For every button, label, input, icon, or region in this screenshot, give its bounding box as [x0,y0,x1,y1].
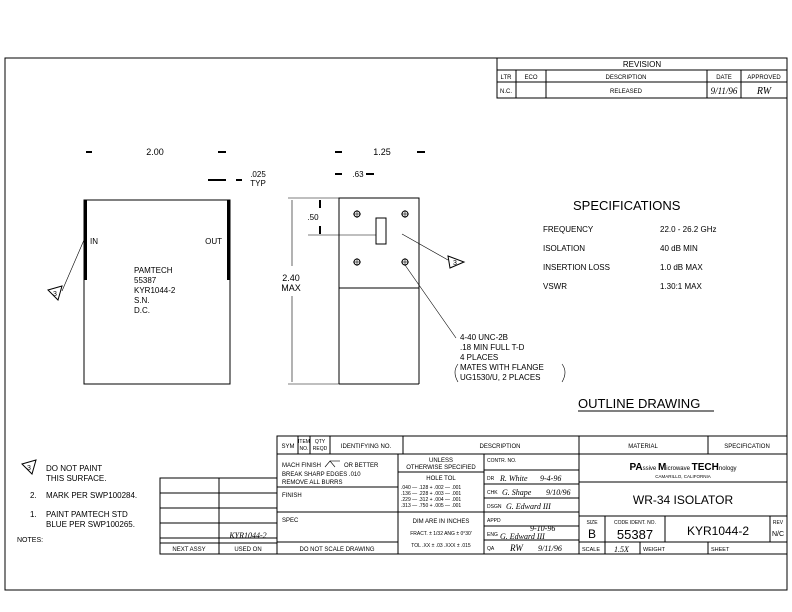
callout-line-1: 4-40 UNC-2B [460,333,509,342]
signoff-chk [487,488,570,497]
flange-strip-right [227,200,230,280]
svg-text:G. Edward III: G. Edward III [506,502,551,511]
callout-line-5: UG1530/U, 2 PLACES [460,373,541,382]
fract-tol: FRACT. ± 1/32 ANG ± 0°30' [410,531,472,537]
marking-line-5: D.C. [134,306,150,315]
svg-text:9/11/96: 9/11/96 [538,544,562,553]
dim-1-25: 1.25 [373,147,391,157]
flange-strip-left [84,200,87,280]
rev-header-ltr: LTR [500,75,512,81]
hole-tol-row-1: .040 — .128 + .002 — .001 [401,485,462,491]
rev-row-description: RELEASED [609,89,643,95]
revision-title: REVISION [622,60,662,69]
spec-title: SPECIFICATIONS [573,198,681,213]
dim-025: .025 [250,170,266,179]
unless: UNLESS [428,458,454,464]
note-1-line-1: PAINT PAMTECH STD [46,510,128,519]
end-view [281,147,565,384]
size-value: B [587,527,597,541]
code-ident-value: 55387 [616,527,654,542]
hdr-identifying-no: IDENTIFYING NO. [340,444,392,450]
signoff-appd [487,518,501,524]
specifications [543,198,716,291]
do-not-scale: DO NOT SCALE DRAWING [299,547,375,553]
rev-header-eco: ECO [524,75,538,81]
svg-text:CHK: CHK [487,490,498,496]
dim-2-00: 2.00 [146,147,164,157]
title-block [160,436,787,554]
dim-max: MAX [281,283,301,293]
dim-inches: DIM ARE IN INCHES [412,519,470,525]
label-out: OUT [205,237,222,246]
weight-label: WEIGHT [643,547,665,553]
label-in: IN [90,237,98,246]
break-edges: BREAK SHARP EDGES .010 [282,472,361,478]
next-assy-label: NEXT ASSY [172,547,206,553]
rev-label: REV [772,520,784,526]
callout-line-3: 4 PLACES [460,353,499,362]
rev-header-approved: APPROVED [747,75,781,81]
spec-value-insertion-loss: 1.0 dB MAX [660,263,703,272]
dim-typ: TYP [250,179,266,188]
outline-drawing-title: OUTLINE DRAWING [578,396,701,411]
dim-50: .50 [307,213,319,222]
contr-no: CONTR. NO. [487,458,517,464]
hdr-specification: SPECIFICATION [724,444,770,450]
svg-text:ENG: ENG [487,532,498,538]
spec-value-frequency: 22.0 - 26.2 GHz [660,225,717,234]
signoff-dr [487,474,561,483]
hdr-sym: SYM [281,444,295,450]
scale-value: 1.5X [614,545,629,554]
remove-burrs: REMOVE ALL BURRS [282,480,343,486]
finish-label: FINISH [282,493,302,499]
marking-line-4: S.N. [134,296,150,305]
company-name: PAssive Microwave TECHnology [629,462,737,473]
signoff-eng [487,524,555,541]
svg-text:G. Edward III: G. Edward III [500,532,545,541]
used-on-label: USED ON [234,547,262,553]
rev-value: N/C [771,531,785,538]
spec-label: SPEC [282,518,299,524]
notes-label: NOTES: [17,537,44,544]
svg-text:R. White: R. White [500,474,528,483]
svg-text:3: 3 [27,465,31,472]
size-label: SIZE [586,520,598,526]
svg-text:9-4-96: 9-4-96 [540,474,562,483]
callout-line-4: MATES WITH FLANGE [460,363,544,372]
svg-text:9/10/96: 9/10/96 [546,488,571,497]
note-3-line-1: DO NOT PAINT [46,464,103,473]
hole-tol-row-3: .229 — .312 + .004 — .001 [401,497,462,503]
svg-text:DR: DR [487,476,495,482]
hole-tol-row-2: .136 — .228 + .003 — .001 [401,491,462,497]
spec-value-isolation: 40 dB MIN [660,244,698,253]
rev-row-ltr: N.C. [500,89,512,95]
code-ident-label: CODE IDENT. NO. [614,520,656,526]
rev-header-date: DATE [716,75,732,81]
note-3-line-2: THIS SURFACE. [46,474,107,483]
svg-text:NO.: NO. [299,446,309,452]
marking-line-3: KYR1044-2 [134,286,176,295]
or-better: OR BETTER [344,463,379,469]
revision-block [497,58,787,98]
hole-tol-title: HOLE TOL [426,476,456,482]
callout-line-2: .18 MIN FULL T-D [460,343,525,352]
svg-text:RW: RW [510,543,523,553]
spec-label-insertion-loss: INSERTION LOSS [543,263,610,272]
svg-text:QA: QA [487,546,495,552]
note-1-line-2: BLUE PER SWP100265. [46,520,135,529]
note-1-num: 1. [30,510,37,519]
dim-2-40: 2.40 [282,273,300,283]
rev-row-approved: RW [756,86,772,97]
decimal-tol: TOL .XX ± .03 .XXX ± .015 [411,543,471,549]
next-assy-value: KYR1044-2 [229,531,267,540]
hdr-description: DESCRIPTION [479,444,521,450]
spec-label-vswr: VSWR [543,282,567,291]
note-2-num: 2. [30,491,37,500]
waveguide-opening [376,218,386,244]
otherwise-specified: OTHERWISE SPECIFIED [406,465,476,471]
svg-text:3: 3 [53,291,57,298]
svg-text:ITEM: ITEM [298,439,310,445]
company-location: CAMARILLO, CALIFORNIA [655,474,711,479]
marking-line-2: 55387 [134,276,157,285]
part-title: WR-34 ISOLATOR [632,493,734,507]
hdr-material: MATERIAL [628,444,658,450]
marking-line-1: PAMTECH [134,266,173,275]
rev-row-date: 9/11/96 [710,86,738,96]
scale-label: SCALE [582,547,601,553]
sheet-label: SHEET [711,547,730,553]
svg-text:3: 3 [453,260,457,267]
note-2-line-1: MARK PER SWP100284. [46,491,138,500]
part-number: KYR1044-2 [686,524,750,538]
svg-text:QTY: QTY [314,439,326,445]
svg-text:9-10-96: 9-10-96 [530,524,556,533]
mach-finish: MACH FINISH [282,463,321,469]
spec-label-isolation: ISOLATION [543,244,586,253]
svg-text:APPD: APPD [487,518,501,524]
notes [17,460,137,544]
svg-text:G. Shape: G. Shape [502,488,532,497]
dim-63: .63 [352,170,364,179]
hole-tol-row-4: .313 — .750 + .005 — .001 [401,503,462,509]
svg-text:REQD: REQD [312,446,328,452]
svg-text:DSGN: DSGN [487,504,502,510]
spec-label-frequency: FREQUENCY [543,225,594,234]
side-view [48,147,266,384]
rev-header-description: DESCRIPTION [605,75,647,81]
signoff-dsgn [487,502,551,511]
signoff-qa [487,543,562,553]
spec-value-vswr: 1.30:1 MAX [660,282,702,291]
